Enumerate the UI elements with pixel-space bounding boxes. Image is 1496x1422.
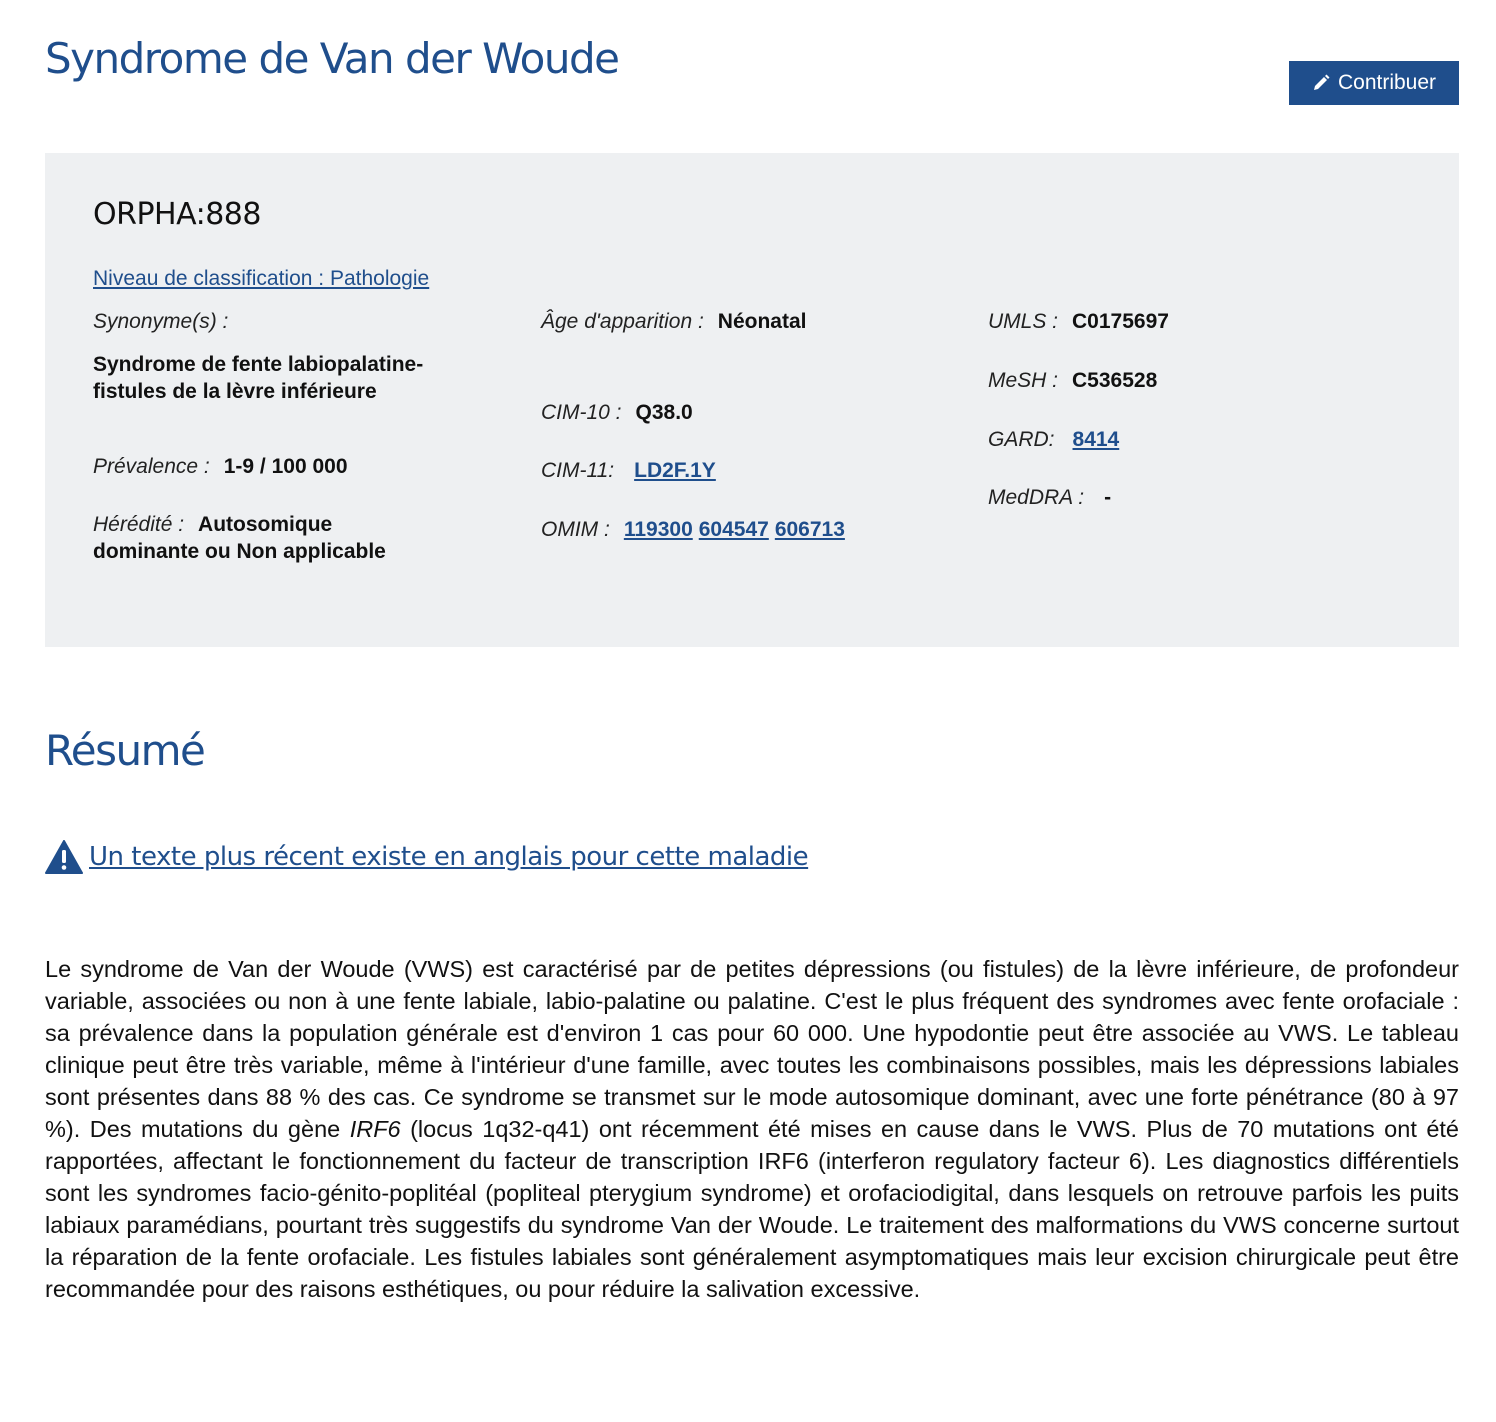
omim-label: OMIM : — [541, 518, 610, 541]
disease-info-panel — [45, 153, 1459, 647]
summary-text — [45, 953, 1459, 1305]
omim-link[interactable]: 604547 — [698, 518, 769, 541]
heredity-value-line-1: Autosomique — [198, 513, 333, 536]
onset-age-value: Néonatal — [717, 310, 807, 333]
synonyms-value — [93, 351, 423, 405]
umls-label: UMLS : — [988, 310, 1059, 333]
mesh-label: MeSH : — [988, 369, 1059, 392]
icd11-field — [541, 457, 722, 484]
orpha-code: ORPHA:888 — [93, 197, 261, 232]
mesh-value: C536528 — [1072, 369, 1158, 392]
prevalence-field — [93, 453, 348, 480]
pencil-icon — [1312, 74, 1330, 92]
newer-english-text-label: Un texte plus récent existe en anglais pour cette maladie — [89, 842, 809, 872]
icd11-link[interactable]: LD2F.1Y — [634, 459, 716, 482]
icd10-value: Q38.0 — [635, 401, 693, 424]
onset-age-label: Âge d'apparition : — [541, 310, 704, 333]
gard-field — [988, 426, 1125, 453]
synonyms-value-line-2: fistules de la lèvre inférieure — [93, 380, 377, 403]
omim-field — [541, 516, 851, 543]
gard-link[interactable]: 8414 — [1072, 428, 1120, 451]
summary-text-part-1: Le syndrome de Van der Woude (VWS) est caractérisé par de petites dépressions (ou fistules) de la lèvre inférieure, de profondeur variable, associées ou non à une fente labiale, labio-palatine ou palatine. C'est le plus fréquent des syndromes avec fente orofaciale : sa prévalence dans la population générale est d'environ 1 cas pour 60 000. Une hypodontie peut être associée au VWS. Le tableau clinique peut être très variable, même à l'intérieur d'une famille, avec toutes les combinaisons possibles, mais les dépressions labiales sont présentes dans 88 % des cas. Ce syndrome se transmet sur le mode autosomique dominant, avec une forte pénétrance (80 à 97 %). Des mutations du gène — [45, 956, 1459, 1142]
icd10-label: CIM-10 : — [541, 401, 622, 424]
icd11-label: CIM-11: — [541, 459, 615, 482]
onset-age-field — [541, 308, 806, 335]
meddra-label: MedDRA : — [988, 486, 1085, 509]
page-title: Syndrome de Van der Woude — [45, 34, 619, 83]
summary-title: Résumé — [45, 726, 205, 775]
omim-link[interactable]: 119300 — [623, 518, 693, 541]
heredity-field — [93, 511, 386, 565]
icd10-field — [541, 399, 693, 426]
contribute-button[interactable] — [1289, 61, 1459, 105]
prevalence-label: Prévalence : — [93, 455, 210, 478]
heredity-label: Hérédité : — [93, 513, 185, 536]
classification-level-link[interactable]: Niveau de classification : Pathologie — [93, 267, 430, 290]
synonyms-label-row — [93, 308, 242, 335]
contribute-label: Contribuer — [1337, 71, 1437, 94]
warning-icon — [45, 840, 83, 874]
prevalence-value: 1-9 / 100 000 — [223, 455, 348, 478]
meddra-value: - — [1104, 486, 1112, 509]
newer-english-text-link[interactable] — [45, 840, 808, 874]
synonyms-value-line-1: Syndrome de fente labiopalatine- — [93, 353, 424, 376]
umls-value: C0175697 — [1072, 310, 1169, 333]
page — [45, 0, 1459, 1302]
heredity-value-line-2: dominante ou Non applicable — [93, 540, 386, 563]
gard-label: GARD: — [988, 428, 1055, 451]
summary-text-part-2: (locus 1q32-q41) ont récemment été mises en cause dans le VWS. Plus de 70 mutations ont été rapportées, affectant le fonctionnement du facteur de transcription IRF6 (interferon regulatory facteur 6). Les diagnostics différentiels sont les syndromes facio-génito-poplitéal (popliteal pterygium syndrome) et orofaciodigital, dans lesquels on retrouve parfois les puits labiaux paramédians, pourtant très suggestifs du syndrome Van der Woude. Le traitement des malformations du VWS concerne surtout la réparation de la fente orofaciale. Les fistules labiales sont généralement asymptomatiques mais leur excision chirurgicale peut être recommandée pour des raisons esthétiques, ou pour réduire la salivation excessive. — [45, 1116, 1459, 1302]
omim-link[interactable]: 606713 — [774, 518, 845, 541]
gene-name: IRF6 — [349, 1116, 401, 1142]
umls-field — [988, 308, 1169, 335]
synonyms-label: Synonyme(s) : — [93, 310, 229, 333]
mesh-field — [988, 367, 1157, 394]
title-row — [45, 0, 1459, 153]
meddra-field — [988, 484, 1111, 511]
